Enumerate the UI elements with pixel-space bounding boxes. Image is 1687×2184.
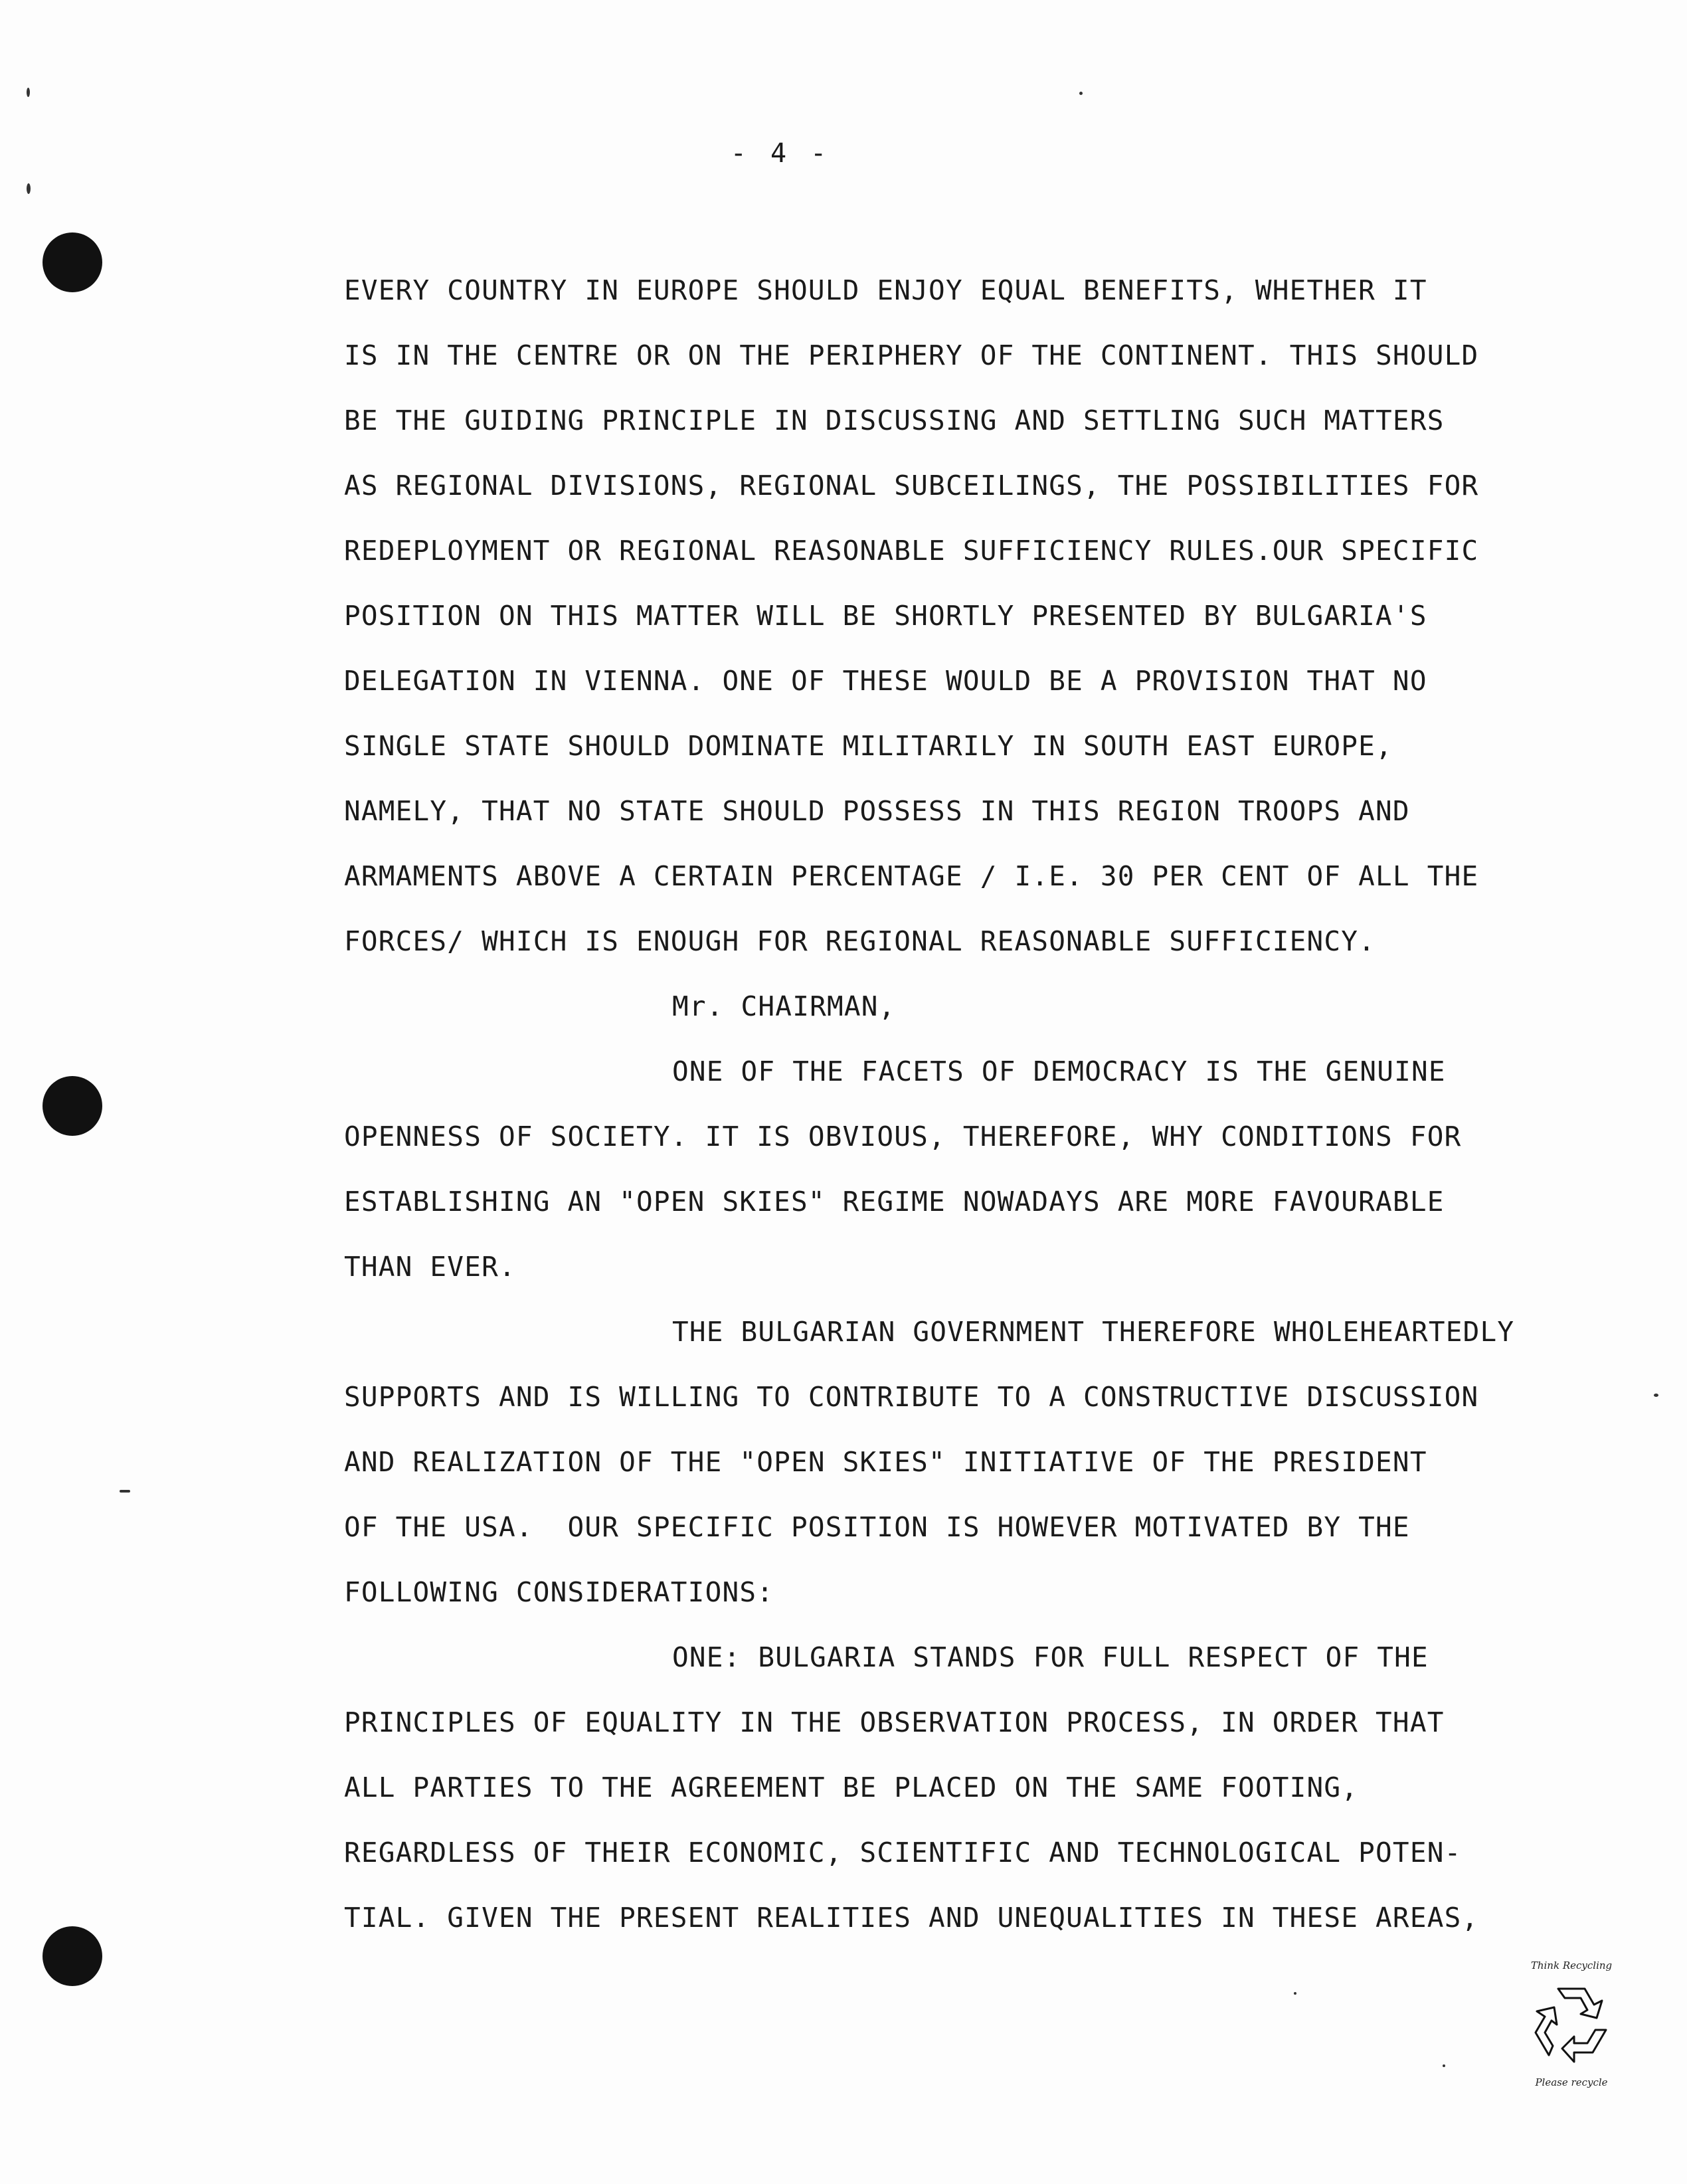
- text-line: NAMELY, THAT NO STATE SHOULD POSSESS IN THIS REGION TROOPS AND: [344, 795, 1410, 827]
- scan-speck: [1654, 1394, 1658, 1397]
- text-line: EVERY COUNTRY IN EUROPE SHOULD ENJOY EQUAL BENEFITS, WHETHER IT: [344, 274, 1427, 306]
- text-line: OPENNESS OF SOCIETY. IT IS OBVIOUS, THEREFORE, WHY CONDITIONS FOR: [344, 1121, 1462, 1152]
- salutation: Mr. CHAIRMAN,: [672, 990, 896, 1022]
- text-line: AS REGIONAL DIVISIONS, REGIONAL SUBCEILINGS, THE POSSIBILITIES FOR: [344, 470, 1479, 501]
- text-line: ONE OF THE FACETS OF DEMOCRACY IS THE GENUINE: [672, 1055, 1446, 1087]
- text-line: ONE: BULGARIA STANDS FOR FULL RESPECT OF THE: [672, 1641, 1429, 1673]
- text-line: THE BULGARIAN GOVERNMENT THEREFORE WHOLEHEARTEDLY: [672, 1316, 1515, 1348]
- text-line: ESTABLISHING AN "OPEN SKIES" REGIME NOWADAYS ARE MORE FAVOURABLE: [344, 1186, 1445, 1218]
- text-line: OF THE USA. OUR SPECIFIC POSITION IS HOWEVER MOTIVATED BY THE: [344, 1511, 1410, 1543]
- text-line: ALL PARTIES TO THE AGREEMENT BE PLACED ON THE SAME FOOTING,: [344, 1772, 1359, 1803]
- punch-hole: [43, 232, 102, 292]
- punch-hole: [43, 1076, 102, 1136]
- recycle-caption-bottom: Please recycle: [1535, 2076, 1608, 2088]
- scan-speck: [27, 88, 30, 97]
- text-line: FOLLOWING CONSIDERATIONS:: [344, 1576, 774, 1608]
- recycle-caption-top: Think Recycling: [1530, 1959, 1613, 1971]
- text-line: POSITION ON THIS MATTER WILL BE SHORTLY PRESENTED BY BULGARIA'S: [344, 600, 1427, 632]
- scan-speck: [1443, 2064, 1445, 2067]
- recycle-icon: [1525, 1977, 1618, 2070]
- text-line: TIAL. GIVEN THE PRESENT REALITIES AND UNEQUALITIES IN THESE AREAS,: [344, 1902, 1479, 1934]
- text-line: SINGLE STATE SHOULD DOMINATE MILITARILY IN SOUTH EAST EUROPE,: [344, 730, 1393, 762]
- text-line: DELEGATION IN VIENNA. ONE OF THESE WOULD BE A PROVISION THAT NO: [344, 665, 1427, 697]
- text-line: REDEPLOYMENT OR REGIONAL REASONABLE SUFFICIENCY RULES.OUR SPECIFIC: [344, 535, 1479, 567]
- text-line: SUPPORTS AND IS WILLING TO CONTRIBUTE TO A CONSTRUCTIVE DISCUSSION: [344, 1381, 1479, 1413]
- text-line: ARMAMENTS ABOVE A CERTAIN PERCENTAGE / I.E. 30 PER CENT OF ALL THE: [344, 860, 1479, 892]
- scan-speck: [27, 183, 31, 194]
- body-text: [344, 258, 1646, 1950]
- scan-speck: [1294, 1992, 1296, 1995]
- text-line: FORCES/ WHICH IS ENOUGH FOR REGIONAL REASONABLE SUFFICIENCY.: [344, 925, 1376, 957]
- punch-hole: [43, 1926, 102, 1986]
- text-line: REGARDLESS OF THEIR ECONOMIC, SCIENTIFIC AND TECHNOLOGICAL POTEN-: [344, 1837, 1462, 1868]
- scan-speck: [1079, 92, 1083, 95]
- recycle-stamp: [1512, 1959, 1631, 2092]
- scan-speck: [120, 1490, 130, 1493]
- text-line: IS IN THE CENTRE OR ON THE PERIPHERY OF THE CONTINENT. THIS SHOULD: [344, 339, 1479, 371]
- text-line: AND REALIZATION OF THE "OPEN SKIES" INITIATIVE OF THE PRESIDENT: [344, 1446, 1427, 1478]
- text-line: BE THE GUIDING PRINCIPLE IN DISCUSSING AND SETTLING SUCH MATTERS: [344, 405, 1445, 436]
- text-line: THAN EVER.: [344, 1251, 516, 1283]
- page-number: - 4 -: [730, 138, 831, 169]
- text-line: PRINCIPLES OF EQUALITY IN THE OBSERVATION PROCESS, IN ORDER THAT: [344, 1706, 1445, 1738]
